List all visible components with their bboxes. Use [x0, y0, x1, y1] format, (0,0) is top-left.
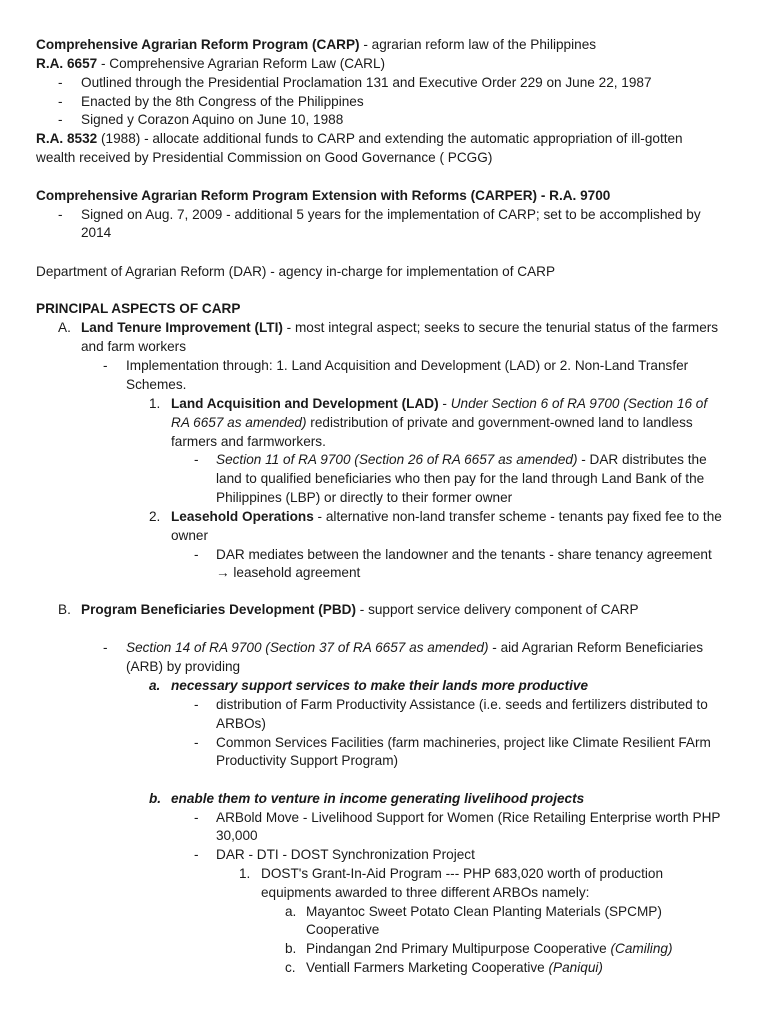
list-marker: 1. — [149, 396, 161, 411]
list-marker: b. — [285, 941, 297, 956]
lad-description-cont: farmers and farmworkers. — [171, 434, 326, 449]
pbd-item — [81, 600, 639, 619]
cooperative-location: (Camiling) — [610, 941, 673, 956]
principal-aspects-heading: PRINCIPAL ASPECTS OF CARP — [36, 301, 241, 316]
ra6657-bullet: Signed y Corazon Aquino on June 10, 1988 — [81, 112, 344, 127]
list-marker: B. — [58, 602, 71, 617]
leasehold-description-cont: owner — [171, 528, 209, 543]
bullet-dash: - — [194, 735, 199, 750]
carper-title: Comprehensive Agrarian Reform Program Extension with Reforms (CARPER) - R.A. 9700 — [36, 188, 611, 203]
lad-sub-cont: land to qualified beneficiaries who then pay for the land through Land Bank of the — [216, 471, 705, 486]
carper-bullet-cont: 2014 — [81, 225, 112, 240]
cooperative-name: Ventiall Farmers Marketing Cooperative — [306, 960, 549, 975]
pbd-title: Program Beneficiaries Development (PBD) — [81, 602, 356, 617]
lti-description-cont: and farm workers — [81, 339, 187, 354]
leasehold-sub-cont: → leasehold agreement — [216, 565, 361, 580]
pbd-description: - support service delivery component of CARP — [355, 602, 639, 617]
pbd-section-cont: (ARB) by providing — [126, 659, 241, 674]
bullet-dash: - — [103, 358, 108, 373]
ra8532-description: (1988) - allocate additional funds to CARP and extending the automatic appropriation of ill-gotten — [97, 131, 683, 146]
carp-name: Comprehensive Agrarian Reform Program (CARP) — [36, 37, 360, 52]
lad-title: Land Acquisition and Development (LAD) — [171, 396, 439, 411]
bullet-dash: - — [194, 847, 199, 862]
pbd-section-text: - aid Agrarian Reform Beneficiaries — [488, 640, 704, 655]
list-marker: 2. — [149, 509, 161, 524]
bullet-dash: - — [194, 547, 199, 562]
livelihood-item: ARBold Move - Livelihood Support for Women (Rice Retailing Enterprise worth PHP — [216, 810, 721, 825]
ra8532-definition — [36, 129, 683, 148]
list-marker: c. — [285, 960, 296, 975]
livelihood-item: DAR - DTI - DOST Synchronization Project — [216, 847, 475, 862]
list-marker: b. — [149, 791, 162, 806]
cooperative-item-cont: Cooperative — [306, 922, 380, 937]
lad-reference: Under Section 6 of RA 9700 (Section 16 of — [450, 396, 708, 411]
ra6657-description: - Comprehensive Agrarian Reform Law (CARL) — [97, 56, 386, 71]
lti-description: - most integral aspect; seeks to secure the tenurial status of the farmers — [282, 320, 719, 335]
lad-reference-cont: RA 6657 as amended) — [171, 415, 307, 430]
list-marker: a. — [149, 678, 161, 693]
support-item-cont: ARBOs) — [216, 716, 266, 731]
lti-title: Land Tenure Improvement (LTI) — [81, 320, 283, 335]
lti-implementation: Implementation through: 1. Land Acquisition and Development (LAD) or 2. Non-Land Transfer — [126, 358, 689, 373]
leasehold-title: Leasehold Operations — [171, 509, 314, 524]
lad-description — [171, 413, 693, 432]
bullet-dash: - — [58, 94, 63, 109]
carp-definition — [36, 35, 596, 54]
lad-description-text: redistribution of private and government-owned land to landless — [306, 415, 693, 430]
support-item: distribution of Farm Productivity Assistance (i.e. seeds and fertilizers distributed to — [216, 697, 708, 712]
bullet-dash: - — [58, 207, 63, 222]
list-marker: 1. — [239, 866, 251, 881]
lti-implementation-cont: Schemes. — [126, 377, 187, 392]
lad-item — [171, 394, 707, 413]
lad-sub-reference: Section 11 of RA 9700 (Section 26 of RA 6657 as amended) — [216, 452, 578, 467]
ra6657-label: R.A. 6657 — [36, 56, 98, 71]
bullet-dash: - — [194, 697, 199, 712]
cooperative-name: Pindangan 2nd Primary Multipurpose Cooperative — [306, 941, 611, 956]
carper-bullet: Signed on Aug. 7, 2009 - additional 5 years for the implementation of CARP; set to be accomplished by — [81, 207, 701, 222]
cooperative-item — [306, 958, 603, 977]
dar-definition: Department of Agrarian Reform (DAR) - agency in-charge for implementation of CARP — [36, 264, 556, 279]
ra8532-label: R.A. 8532 — [36, 131, 98, 146]
livelihood-title: enable them to venture in income generating livelihood projects — [171, 791, 585, 806]
support-item-cont: Productivity Support Program) — [216, 753, 399, 768]
ra8532-description-cont: wealth received by Presidential Commission on Good Governance ( PCGG) — [36, 150, 493, 165]
lad-sub-item — [216, 450, 707, 469]
lad-sub-text: - DAR distributes the — [577, 452, 707, 467]
cooperative-item: Mayantoc Sweet Potato Clean Planting Materials (SPCMP) — [306, 904, 662, 919]
bullet-dash: - — [58, 75, 63, 90]
carp-description: - agrarian reform law of the Philippines — [359, 37, 597, 52]
ra6657-bullet: Outlined through the Presidential Proclamation 131 and Executive Order 229 on June 22, 1987 — [81, 75, 652, 90]
pbd-section-reference: Section 14 of RA 9700 (Section 37 of RA 6657 as amended) — [126, 640, 489, 655]
support-services-title: necessary support services to make their lands more productive — [171, 678, 589, 693]
ra6657-definition — [36, 54, 385, 73]
lti-item — [81, 318, 718, 337]
leasehold-sub-item: DAR mediates between the landowner and the tenants - share tenancy agreement — [216, 547, 712, 562]
dost-grant-item: DOST's Grant-In-Aid Program --- PHP 683,020 worth of production — [261, 866, 664, 881]
bullet-dash: - — [58, 112, 63, 127]
bullet-dash: - — [103, 640, 108, 655]
lad-sep: - — [438, 396, 451, 411]
dost-grant-item-cont: equipments awarded to three different ARBOs namely: — [261, 885, 590, 900]
leasehold-item — [171, 507, 722, 526]
lad-sub-cont: Philippines (LBP) or directly to their former owner — [216, 490, 513, 505]
ra6657-bullet: Enacted by the 8th Congress of the Philippines — [81, 94, 364, 109]
list-marker: A. — [58, 320, 71, 335]
cooperative-item — [306, 939, 672, 958]
leasehold-description: - alternative non-land transfer scheme - tenants pay fixed fee to the — [313, 509, 722, 524]
list-marker: a. — [285, 904, 297, 919]
livelihood-item-cont: 30,000 — [216, 828, 258, 843]
bullet-dash: - — [194, 452, 199, 467]
pbd-section — [126, 638, 703, 657]
support-item: Common Services Facilities (farm machineries, project like Climate Resilient FArm — [216, 735, 711, 750]
cooperative-location: (Paniqui) — [548, 960, 603, 975]
bullet-dash: - — [194, 810, 199, 825]
